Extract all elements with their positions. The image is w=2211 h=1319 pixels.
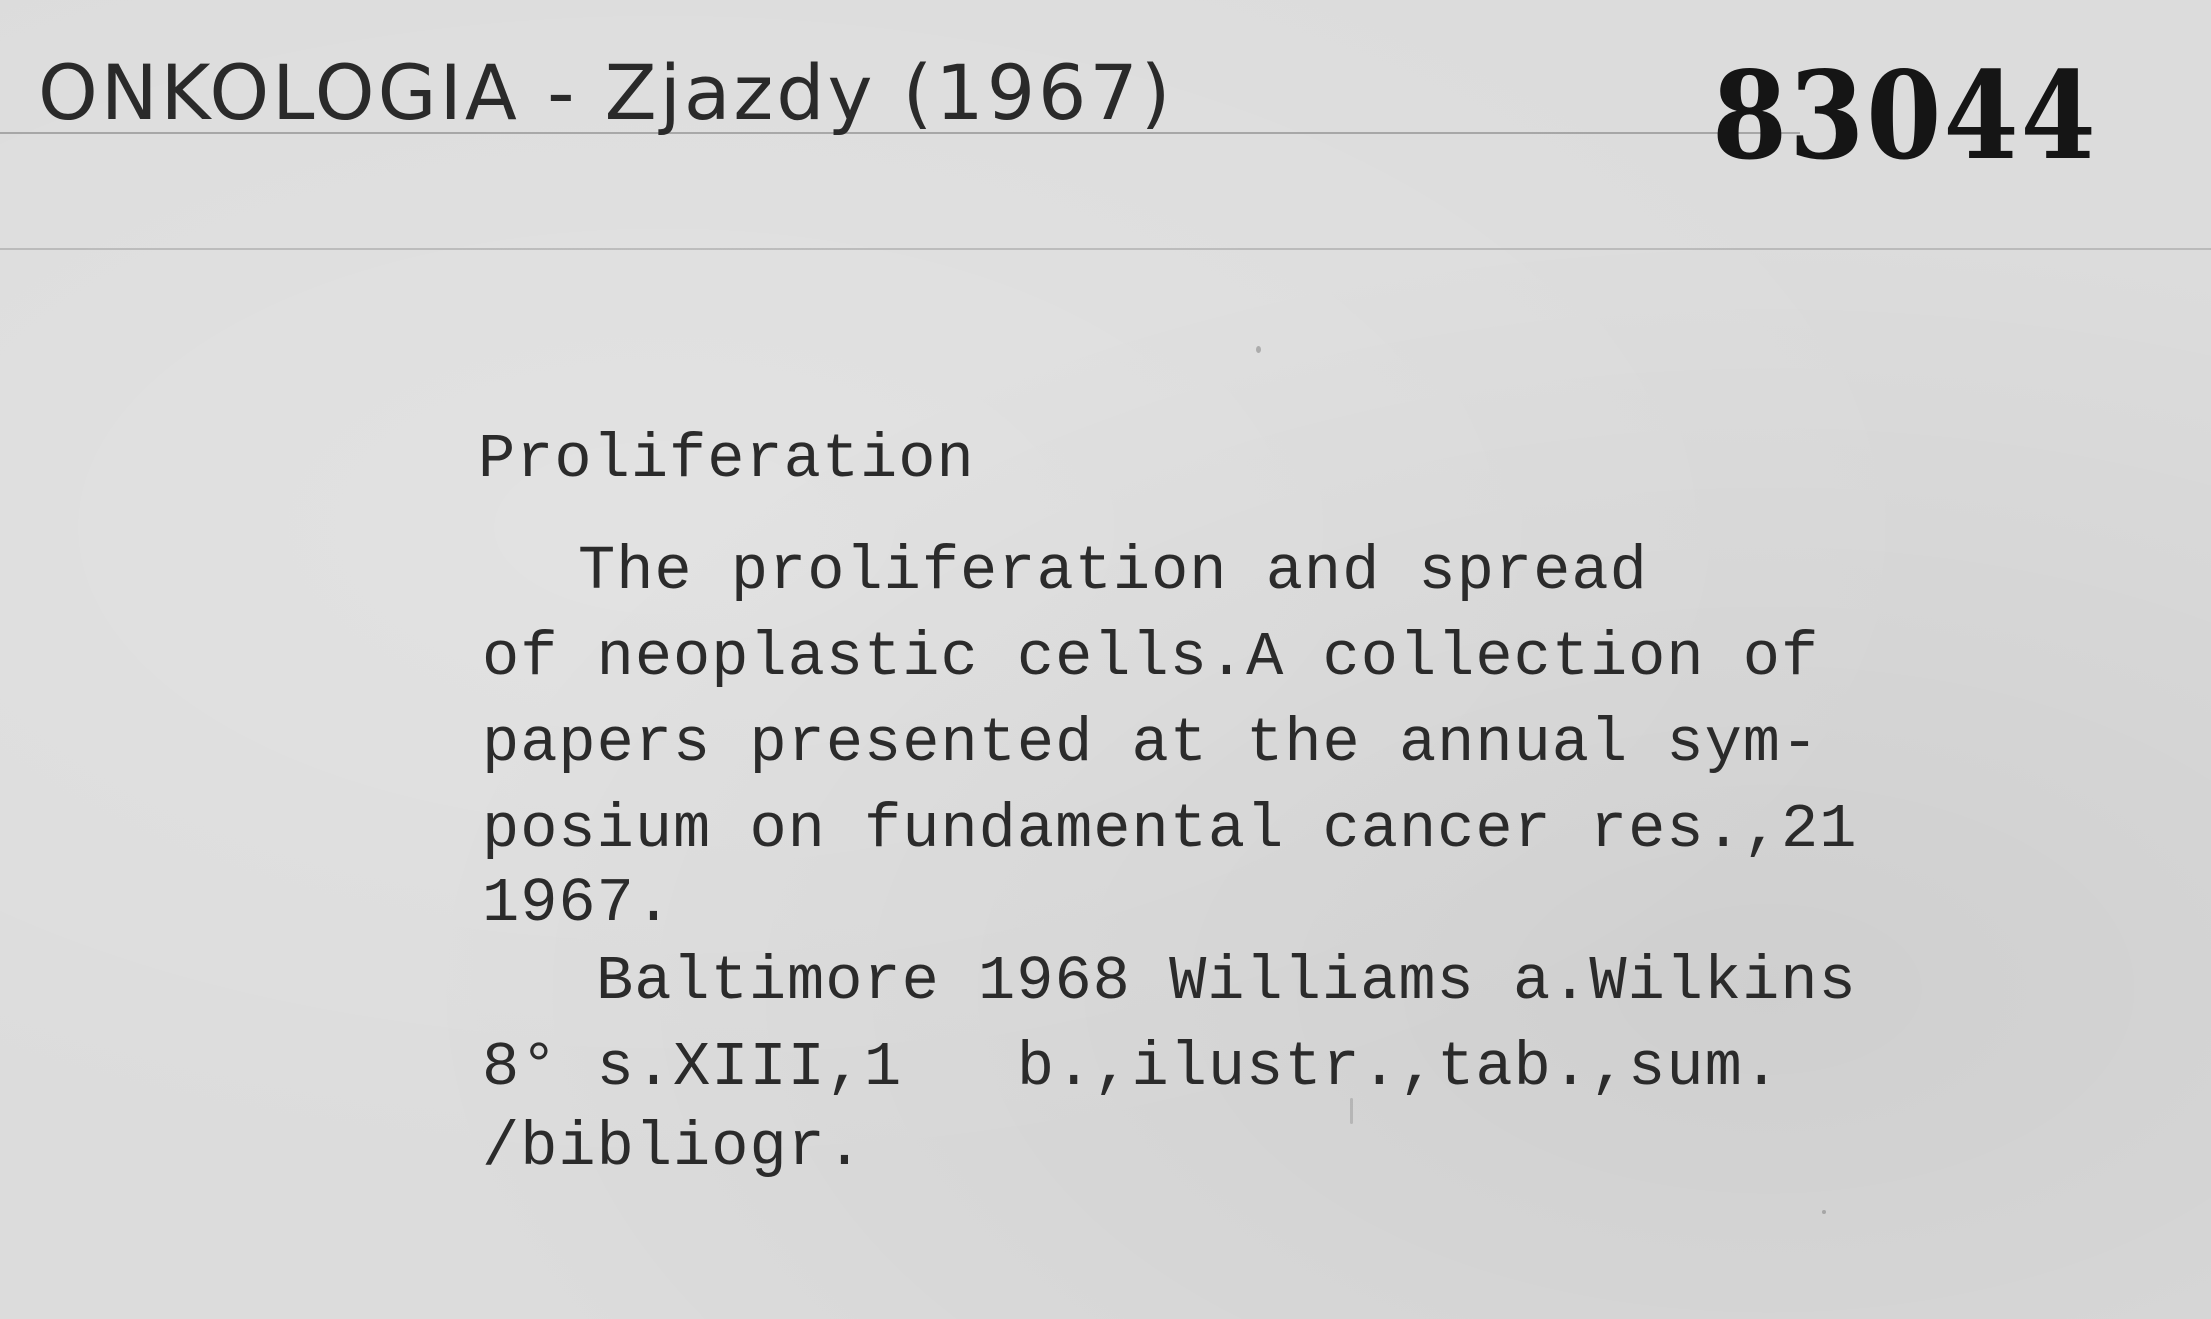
title-line-2: of neoplastic cells.A collection of	[482, 622, 1820, 693]
ink-speck	[1822, 1210, 1826, 1214]
bibliography-line: /bibliogr.	[482, 1112, 865, 1183]
card-number: 83044	[1712, 46, 2098, 188]
subject-line: Proliferation	[478, 424, 975, 495]
year-line: 1967.	[482, 868, 674, 939]
title-line-1: The proliferation and spread	[578, 536, 1648, 607]
ink-speck	[1256, 346, 1261, 353]
separator-rule	[0, 248, 2211, 250]
ink-speck	[1350, 1098, 1353, 1124]
title-line-3: papers presented at the annual sym-	[482, 708, 1820, 779]
subject-heading: ONKOLOGIA - Zjazdy (1967)	[38, 48, 1174, 137]
title-line-4: posium on fundamental cancer res.,21	[482, 794, 1858, 865]
collation-line: 8° s.XIII,1 b.,ilustr.,tab.,sum.	[482, 1032, 1782, 1103]
imprint-line: Baltimore 1968 Williams a.Wilkins	[596, 946, 1857, 1017]
